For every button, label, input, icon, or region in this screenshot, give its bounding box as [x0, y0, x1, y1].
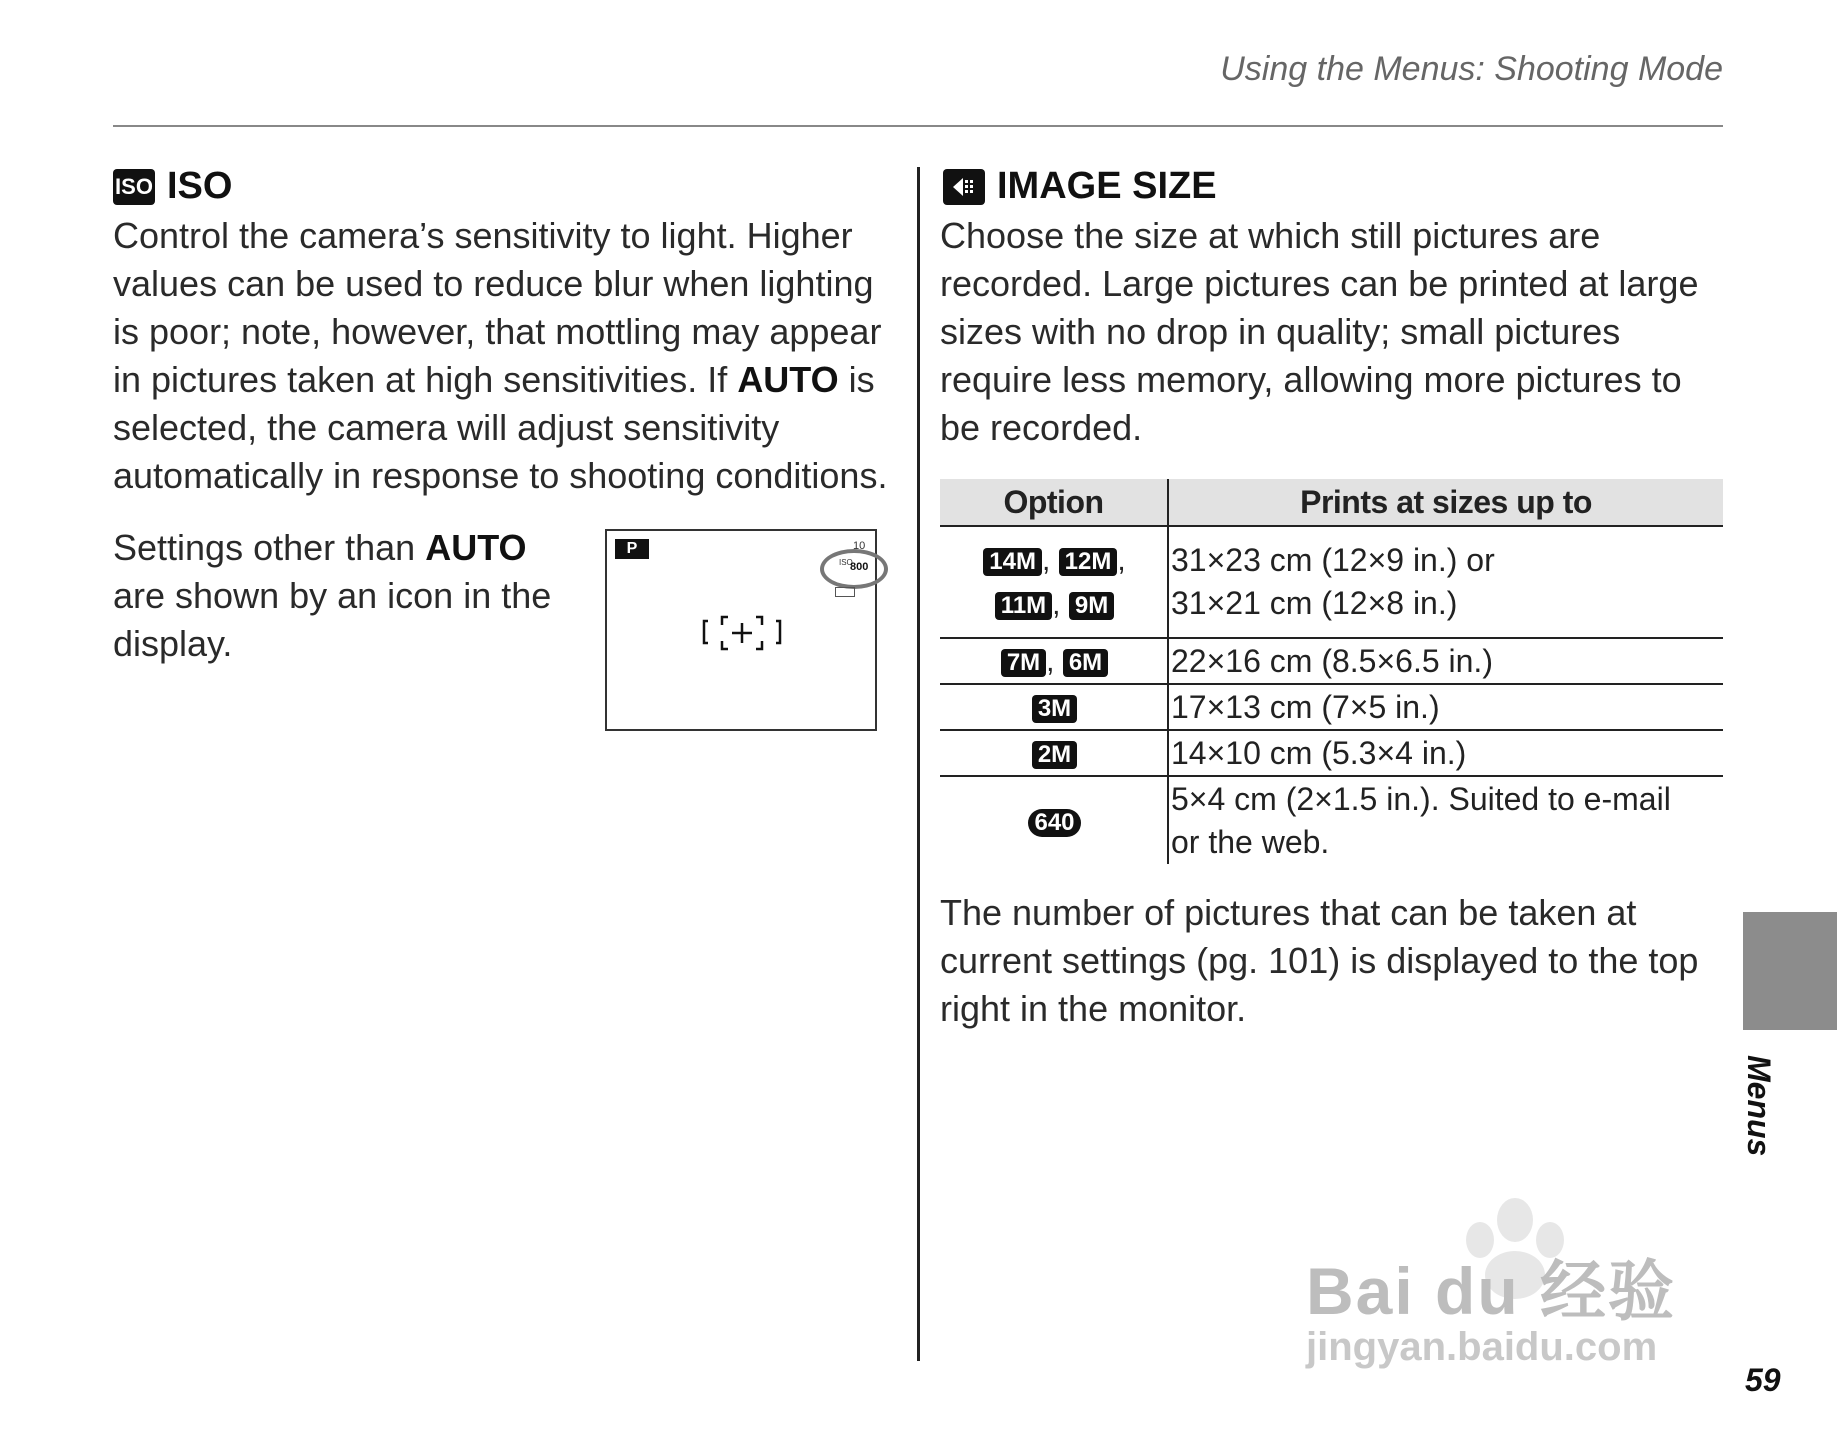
frame-count: 10: [853, 540, 866, 552]
prints-line: or the web.: [1171, 823, 1330, 860]
iso-desc-auto: AUTO: [737, 359, 839, 400]
image-size-intro: Choose the size at which still pictures are recorded. Large pictures can be printed at large sizes with no drop in quality; small pictures require less memory, allowing more pictures to be recorded.: [940, 215, 1699, 448]
option-cell: 14M , 12M , 11M , 9M: [940, 526, 1168, 638]
shooting-mode-indicator: P: [615, 539, 649, 559]
table-row: [940, 776, 1723, 864]
focus-frame-icon: [702, 611, 782, 655]
option-cell: [940, 730, 1168, 776]
option-cell: 7M , 6M: [940, 638, 1168, 684]
size-badge-11m: 11M: [995, 592, 1052, 620]
prints-cell: 14×10 cm (5.3×4 in.): [1168, 730, 1723, 776]
table-row: [940, 526, 1723, 638]
iso-section-title: [113, 165, 232, 208]
iso-note-part1: Settings other than: [113, 527, 426, 568]
table-row: [940, 730, 1723, 776]
size-badge-12m: 12M: [1059, 548, 1118, 576]
prints-cell: [1168, 526, 1723, 638]
iso-value: 800: [850, 561, 869, 573]
camera-display-illustration: [605, 529, 877, 731]
image-size-table: [940, 479, 1723, 864]
option-cell: [940, 684, 1168, 730]
watermark-url: jingyan.baidu.com: [1306, 1325, 1658, 1369]
prints-line: 31×23 cm (12×9 in.) or: [1171, 542, 1495, 578]
size-badge-7m: 7M: [1001, 649, 1046, 677]
watermark-logo-text: Bai du 经验: [1306, 1254, 1677, 1328]
option-cell: [940, 776, 1168, 864]
size-badge-6m: 6M: [1063, 649, 1108, 677]
image-size-icon: [943, 169, 985, 205]
iso-icon: ISO: [113, 169, 155, 205]
iso-display-note: [113, 524, 583, 668]
size-badge-3m: 3M: [1032, 695, 1077, 723]
prints-cell: 17×13 cm (7×5 in.): [1168, 684, 1723, 730]
side-tab-label: Menus: [1741, 1055, 1777, 1157]
battery-icon: [835, 587, 855, 597]
table-row: [940, 684, 1723, 730]
size-badge-2m: 2M: [1032, 741, 1077, 769]
side-tab: [1743, 912, 1837, 1030]
size-badge-640: 640: [1028, 809, 1080, 837]
running-header: Using the Menus: Shooting Mode: [1220, 50, 1723, 88]
prints-cell: [1168, 776, 1723, 864]
image-size-footer: The number of pictures that can be taken at current settings (pg. 101) is displayed to the top right in the monitor.: [940, 892, 1699, 1029]
iso-description: [113, 212, 903, 500]
page-number: 59: [1745, 1362, 1781, 1398]
image-size-title-text: IMAGE SIZE: [997, 165, 1217, 207]
header-rule: [113, 125, 1723, 127]
prints-line: 5×4 cm (2×1.5 in.). Suited to e-mail: [1171, 780, 1671, 817]
iso-desc-part2: is selected, the camera will adjust sensitivity automatically in response to shooting conditions.: [113, 359, 888, 496]
image-size-section-title: [943, 165, 1217, 208]
size-badge-14m: 14M: [983, 548, 1042, 576]
prints-cell: 22×16 cm (8.5×6.5 in.): [1168, 638, 1723, 684]
column-divider: [917, 167, 920, 1361]
iso-note-auto: AUTO: [425, 527, 527, 568]
table-row: [940, 638, 1723, 684]
iso-label-small: ISO: [839, 558, 853, 567]
header-prints: Prints at sizes up to: [1168, 479, 1723, 526]
iso-desc-part1: Control the camera’s sensitivity to light. Higher values can be used to reduce blur when lighting is poor; note, however, that mottling may appear in pictures taken at high sensitivities. If: [113, 215, 882, 400]
prints-line: 31×21 cm (12×8 in.): [1171, 585, 1458, 621]
header-option: Option: [940, 479, 1168, 526]
size-badge-9m: 9M: [1069, 592, 1114, 620]
iso-note-part2: are shown by an icon in the display.: [113, 575, 552, 664]
iso-title-text: ISO: [167, 165, 233, 207]
